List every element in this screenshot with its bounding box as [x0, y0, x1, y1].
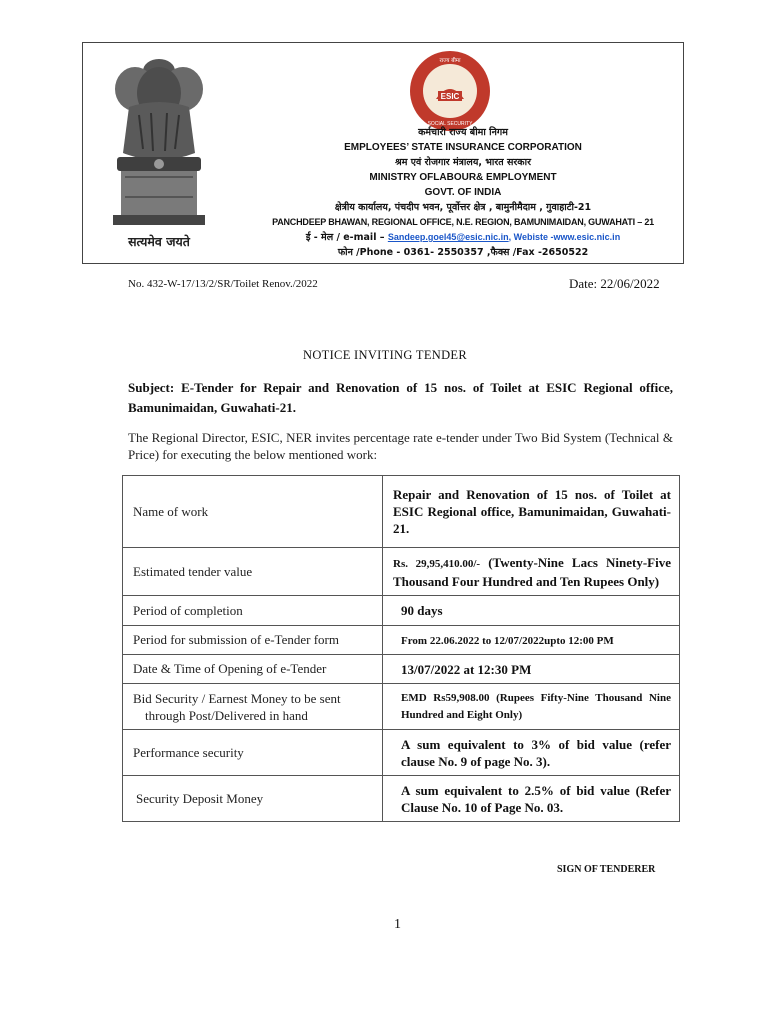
row-value	[383, 776, 680, 822]
logo-bottom-text: SOCIAL SECURITY	[427, 121, 473, 127]
table-row	[123, 684, 680, 730]
subject-line: Subject: E-Tender for Repair and Renovation of 15 nos. of Toilet at ESIC Regional office, Bamunimaidan, Guwahati-21.	[128, 380, 673, 415]
table-row	[123, 776, 680, 822]
website-text: , Webiste -www.esic.nic.in	[508, 232, 621, 242]
table-row	[123, 476, 680, 548]
opening-date-time: 13/07/2022 at 12:30 PM	[401, 661, 532, 677]
reference-number: No. 432-W-17/13/2/SR/Toilet Renov./2022	[128, 278, 318, 290]
row-value	[383, 596, 680, 626]
intro-paragraph: The Regional Director, ESIC, NER invites percentage rate e-tender under Two Bid System (Technical & Price) for executing the below mentioned work:	[128, 430, 673, 462]
tender-details-table	[122, 475, 680, 822]
reference-date: Date: 22/06/2022	[569, 276, 660, 291]
estimated-value-amount: Rs. 29,95,410.00/-	[393, 557, 481, 570]
row-label: Performance security	[123, 730, 383, 776]
email-link[interactable]: Sandeep.goel45@esic.nic.in	[387, 232, 509, 242]
bid-security-label-1: Bid Security / Earnest Money to be sent	[133, 690, 341, 706]
ministry-english: MINISTRY OFLABOUR& EMPLOYMENT	[369, 172, 557, 183]
emblem-caption: सत्यमेव जयते	[128, 234, 190, 249]
email-prefix: ई - मेल / e-mail –	[305, 232, 388, 243]
govt-of-india: GOVT. OF INDIA	[424, 187, 502, 198]
row-label: Estimated tender value	[123, 548, 383, 596]
table-row	[123, 655, 680, 684]
national-emblem-icon	[99, 57, 219, 233]
row-value	[383, 626, 680, 655]
table-row	[123, 626, 680, 655]
letterhead-text	[233, 125, 693, 260]
row-label: Period for submission of e-Tender form	[123, 626, 383, 655]
logo-center-text: ESIC	[440, 92, 460, 101]
performance-security-value: A sum equivalent to 3% of bid value (refer clause No. 9 of page No. 3).	[401, 736, 671, 769]
email-line	[233, 230, 693, 245]
signature-label: SIGN OF TENDERER	[557, 864, 656, 875]
ministry-hindi: श्रम एवं रोजगार मंत्रालय, भारत सरकार	[395, 157, 531, 168]
page-number: 1	[394, 917, 401, 932]
row-value	[383, 684, 680, 730]
completion-period: 90 days	[401, 603, 443, 618]
org-name-hindi: कर्मचारी राज्य बीमा निगम	[418, 127, 508, 138]
esic-logo-icon	[408, 49, 492, 133]
estimated-value-words: (Twenty-Nine Lacs Ninety-Five Thousand Four Hundred and Ten Rupees Only)	[393, 554, 672, 589]
row-label: Date & Time of Opening of e-Tender	[123, 655, 383, 684]
row-value: Repair and Renovation of 15 nos. of Toilet at ESIC Regional office, Bamunimaidan, Guwahati-21.	[383, 476, 680, 548]
table-row	[123, 730, 680, 776]
org-name-english: EMPLOYEES’ STATE INSURANCE CORPORATION	[344, 142, 582, 153]
emd-amount: EMD Rs59,908.00 (Rupees Fifty-Nine Thousand Nine Hundred and Eight Only)	[401, 691, 671, 721]
table-row	[123, 596, 680, 626]
office-address-hindi: क्षेत्रीय कार्यालय, पंचदीप भवन, पूर्वोत्तर क्षेत्र , बामुनीमैदाम , गुवाहाटी-21	[334, 202, 592, 213]
security-deposit-value: A sum equivalent to 2.5% of bid value (Refer Clause No. 10 of Page No. 03.	[401, 782, 671, 815]
notice-title: NOTICE INVITING TENDER	[303, 348, 467, 362]
logo-top-text: राज्य बीमा	[439, 58, 461, 64]
row-label: Name of work	[123, 476, 383, 548]
row-label	[123, 684, 383, 730]
submission-period: From 22.06.2022 to 12/07/2022upto 12:00 PM	[401, 634, 614, 647]
security-deposit-label: Security Deposit Money	[136, 790, 264, 806]
row-value	[383, 548, 680, 596]
letterhead-box	[82, 42, 684, 264]
phone-line: फोन /Phone - 0361- 2550357 ,फैक्स /Fax -2650522	[337, 247, 589, 258]
table-row	[123, 548, 680, 596]
office-address-english: PANCHDEEP BHAWAN, REGIONAL OFFICE, N.E. REGION, BAMUNIMAIDAN, GUWAHATI – 21	[272, 217, 654, 227]
row-label: Period of completion	[123, 596, 383, 626]
row-value	[383, 655, 680, 684]
row-value	[383, 730, 680, 776]
bid-security-label-2: through Post/Delivered in hand	[145, 707, 308, 723]
row-label	[123, 776, 383, 822]
